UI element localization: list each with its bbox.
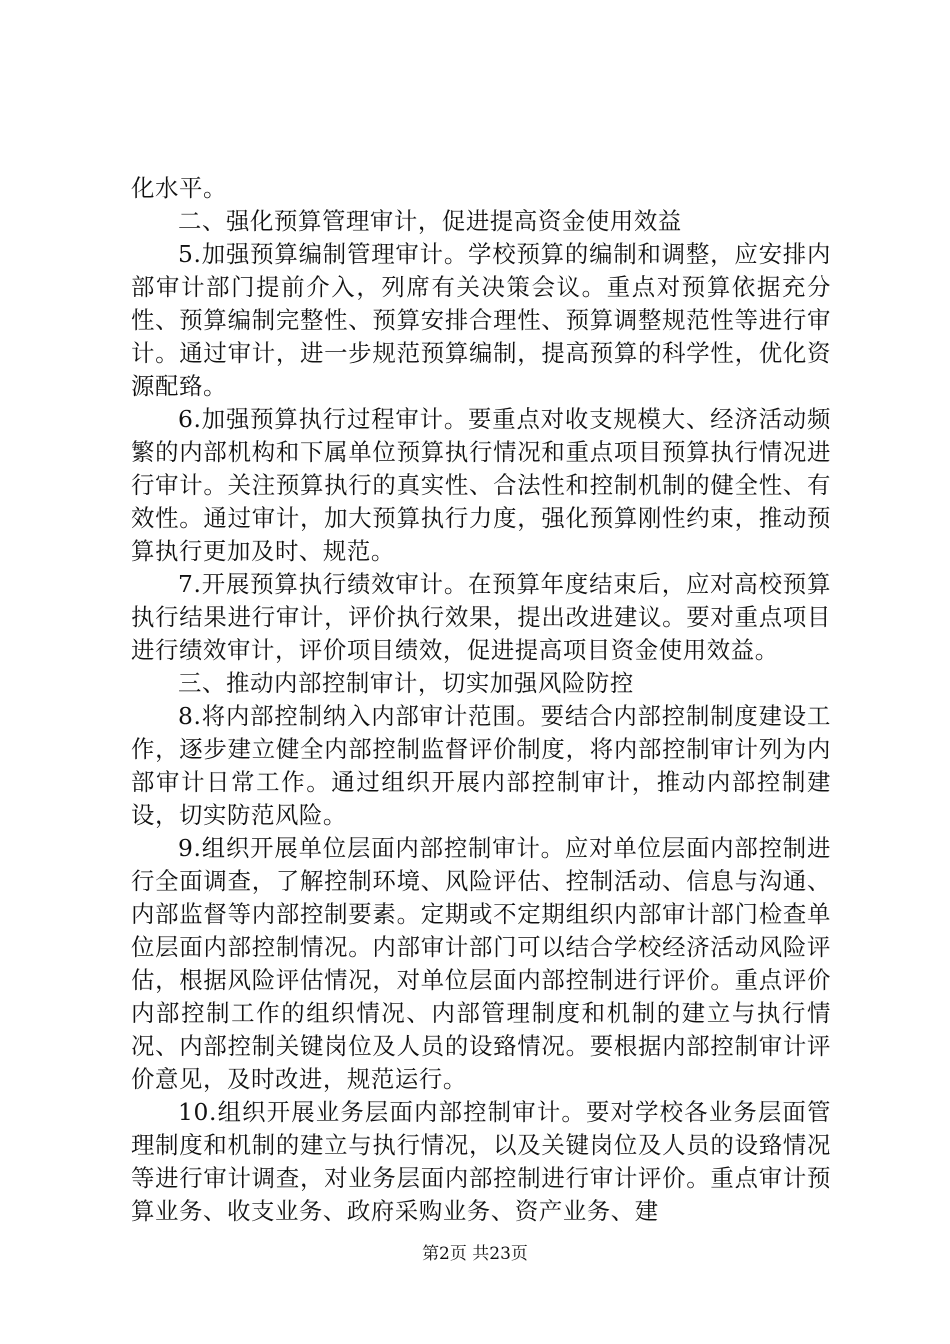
page-footer: 第2页 共23页 <box>422 1244 528 1264</box>
section-heading-internal-control: 三、推动内部控制审计，切实加强风险防控 <box>178 669 634 697</box>
paragraph-item-8: 8.将内部控制纳入内部审计范围。要结合内部控制制度建设工作，逐步建立健全内部控制监督评价制度，将内部控制审计列为内部审计日常工作。通过组织开展内部控制审计，推动内部控制建设，切实防范风险。 <box>131 702 831 829</box>
paragraph-item-9: 9.组织开展单位层面内部控制审计。应对单位层面内部控制进行全面调查，了解控制环境、风险评估、控制活动、信息与沟通、内部监督等内部控制要素。定期或不定期组织内部审计部门检查单位层面内部控制情况。内部审计部门可以结合学校经济活动风险评估，根据风险评估情况，对单位层面内部控制进行评价。重点评价内部控制工作的组织情况、内部管理制度和机制的建立与执行情况、内部控制关键岗位及人员的设臵情况。要根据内部控制审计评价意见，及时改进，规范运行。 <box>131 834 831 1093</box>
paragraph-item-7: 7.开展预算执行绩效审计。在预算年度结束后，应对高校预算执行结果进行审计，评价执行效果，提出改进建议。要对重点项目进行绩效审计，评价项目绩效，促进提高项目资金使用效益。 <box>131 570 831 664</box>
paragraph-continuation: 化水平。 <box>131 174 227 202</box>
paragraph-item-10: 10.组织开展业务层面内部控制审计。要对学校各业务层面管理制度和机制的建立与执行情况，以及关键岗位及人员的设臵情况等进行审计调查，对业务层面内部控制进行审计评价。重点审计预算业务、收支业务、政府采购业务、资产业务、建 <box>131 1098 831 1225</box>
paragraph-item-5: 5.加强预算编制管理审计。学校预算的编制和调整，应安排内部审计部门提前介入，列席有关决策会议。重点对预算依据充分性、预算编制完整性、预算安排合理性、预算调整规范性等进行审计。通过审计，进一步规范预算编制，提高预算的科学性，优化资源配臵。 <box>131 240 831 400</box>
paragraph-item-6: 6.加强预算执行过程审计。要重点对收支规模大、经济活动频繁的内部机构和下属单位预算执行情况和重点项目预算执行情况进行审计。关注预算执行的真实性、合法性和控制机制的健全性、有效性。通过审计，加大预算执行力度，强化预算刚性约束，推动预算执行更加及时、规范。 <box>131 405 831 565</box>
document-body <box>131 172 831 1228</box>
section-heading-budget: 二、强化预算管理审计，促进提高资金使用效益 <box>178 207 682 235</box>
